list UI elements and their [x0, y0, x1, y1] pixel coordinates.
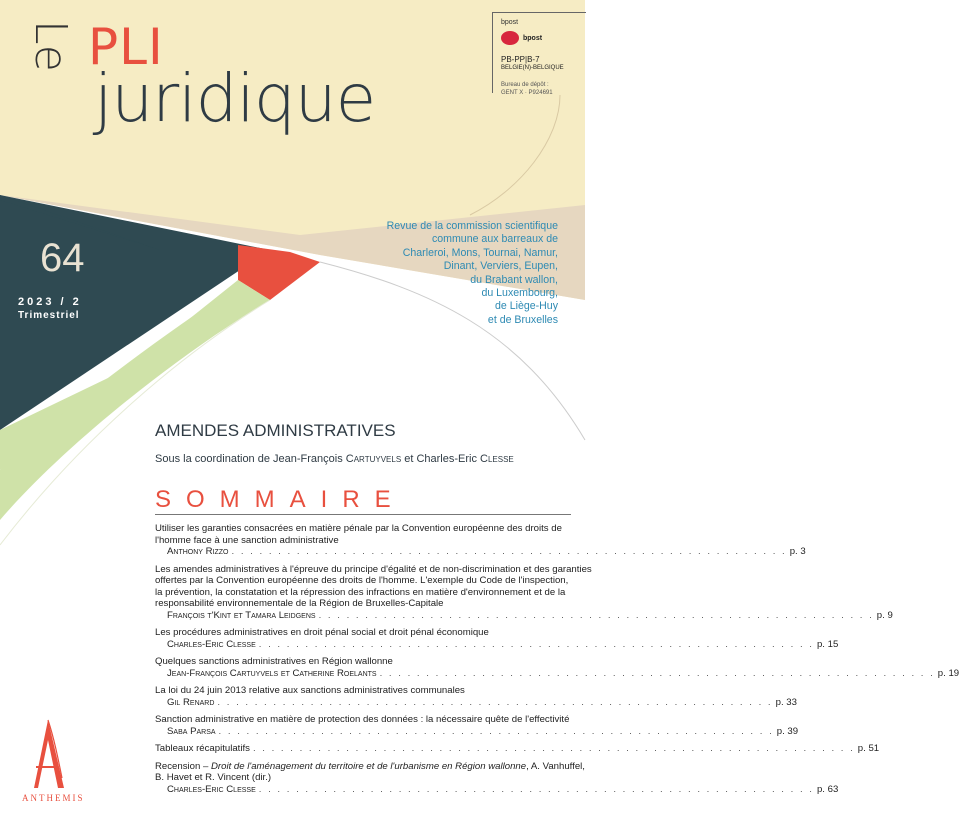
stamp-bureau: Bureau de dépôt : GENT X · P924691: [501, 82, 553, 96]
logo-le: Le: [25, 20, 76, 73]
toc-entry[interactable]: Sanction administrative en matière de protection des données : la nécessaire quête de l'effectivité Saba Parsa . . . . . . . . . . . . . . . . . . . . . . . . . . . . . . . . . . . . . . . . . . . . . . . . . . . . . . . . . . . . p. 39: [155, 714, 799, 737]
sommaire-heading: SOMMAIRE: [155, 486, 406, 513]
stamp-country: BELGIE(N)-BELGIQUE: [501, 65, 564, 71]
stamp-pp: PB-PP|B-7: [501, 55, 540, 64]
toc-entry[interactable]: Recension – Droit de l'aménagement du territoire et de l'urbanisme en Région wallonne, A. Vanhuffel, B. Havet et R. Vincent (dir.) Charles-Eric Clesse . . . . . . . . . . . . . . . . . . . . . . . . . . . . . . . . . . . . . . . . . . . . . . . . . . . . . . . . . . . . p. 63: [155, 760, 839, 795]
postal-stamp: [492, 12, 586, 96]
bpost-brand: bpost: [523, 35, 543, 42]
issue-frequency: Trimestriel: [18, 310, 80, 321]
table-of-contents: [155, 523, 959, 801]
toc-page: p. 33: [775, 696, 797, 708]
toc-entry[interactable]: Les amendes administratives à l'épreuve du principe d'égalité et de non-discrimination et des garanties offertes par la Convention européenne des droits de l'homme. L'exemple du Code de l'inspection, la prévention, la constatation et la répression des infractions en matière d'environnement et de la responsabilité environnementale de la Région de Bruxelles-Capitale François t'Kint et Tamara Leidgens . . . . . . . . . . . . . . . . . . . . . . . . . . . . . . . . . . . . . . . . . . . . . . . . . . . . . . . . . . . . p. 9: [155, 563, 893, 621]
toc-page: p. 15: [816, 638, 839, 650]
toc-page: p. 9: [876, 609, 893, 621]
issue-year: 2023 / 2: [18, 296, 82, 308]
coordination: Sous la coordination de Jean-François Cartuyvels et Charles-Eric Clesse: [155, 453, 514, 465]
toc-entry[interactable]: La loi du 24 juin 2013 relative aux sanctions administratives communales Gil Renard . . . . . . . . . . . . . . . . . . . . . . . . . . . . . . . . . . . . . . . . . . . . . . . . . . . . . . . . . . . . p. 33: [155, 685, 797, 708]
toc-author: Gil Renard: [167, 696, 215, 708]
toc-author: Charles-Eric Clesse: [167, 783, 256, 795]
divider: [155, 514, 571, 515]
issue-number: 64: [40, 236, 85, 280]
anthemis-logo-icon: [28, 718, 68, 790]
toc-page: p. 63: [816, 783, 839, 795]
toc-page: p. 39: [776, 725, 799, 737]
toc-author: Charles-Eric Clesse: [167, 638, 256, 650]
logo-juridique: juridique: [94, 60, 376, 137]
bpost-label: bpost: [501, 19, 519, 26]
main-title: AMENDES ADMINISTRATIVES: [155, 421, 396, 440]
toc-entry[interactable]: Quelques sanctions administratives en Région wallonne Jean-François Cartuyvels et Catherine Roelants . . . . . . . . . . . . . . . . . . . . . . . . . . . . . . . . . . . . . . . . . . . . . . . . . . . . . . . . . . . . p. 19: [155, 656, 959, 679]
toc-page: p. 51: [857, 743, 880, 754]
revue-description: Revue de la commission scientifique commune aux barreaux de Charleroi, Mons, Tournai, Namur, Dinant, Verviers, Eupen, du Brabant wallon, du Luxembourg, de Liège-Huy et de Bruxelles: [386, 220, 558, 326]
toc-page: p. 19: [937, 667, 959, 679]
toc-author: Saba Parsa: [167, 725, 216, 737]
logo-pli: PLI: [88, 18, 164, 76]
toc-entry[interactable]: Utiliser les garanties consacrées en matière pénale par la Convention européenne des droits de l'homme face à une sanction administrative Anthony Rizzo . . . . . . . . . . . . . . . . . . . . . . . . . . . . . . . . . . . . . . . . . . . . . . . . . . . . . . . . . . . . p. 3: [155, 523, 806, 557]
toc-author: Anthony Rizzo: [167, 546, 229, 557]
toc-page: p. 3: [789, 546, 806, 557]
toc-entry[interactable]: Les procédures administratives en droit pénal social et droit pénal économique Charles-Eric Clesse . . . . . . . . . . . . . . . . . . . . . . . . . . . . . . . . . . . . . . . . . . . . . . . . . . . . . . . . . . . . p. 15: [155, 627, 839, 650]
toc-entry[interactable]: Tableaux récapitulatifs . . . . . . . . . . . . . . . . . . . . . . . . . . . . . . . . . . . . . . . . . . . . . . . . . . . . . . . . . . . . . . . . . p. 51: [155, 743, 880, 754]
publisher-name: ANTHEMIS: [22, 793, 85, 803]
toc-author: François t'Kint et Tamara Leidgens: [167, 609, 316, 621]
toc-author: Jean-François Cartuyvels et Catherine Roelants: [167, 667, 377, 679]
bpost-icon: [501, 31, 519, 45]
